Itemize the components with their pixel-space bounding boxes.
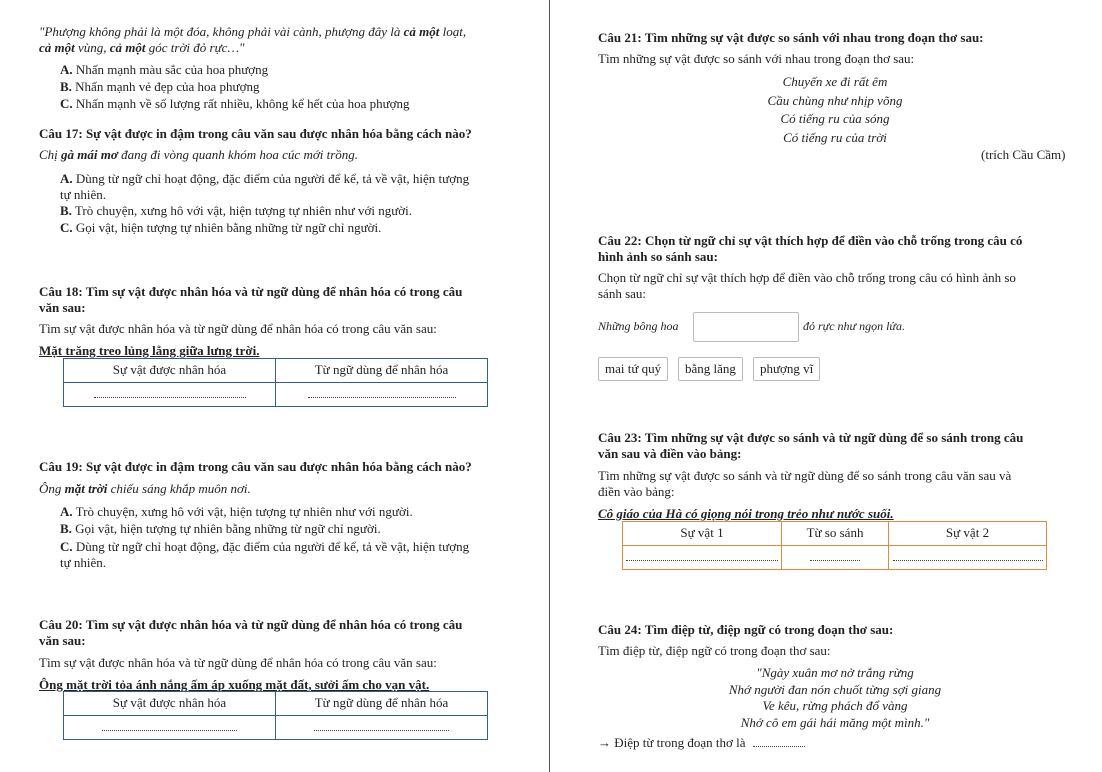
quote-text: loạt,: [439, 24, 467, 39]
option-text: Trò chuyện, xưng hô với vật, hiện tượng tự nhiên như với người.: [71, 203, 412, 218]
table-header: Từ ngữ dùng để nhân hóa: [276, 692, 488, 716]
q20-instruction: Tìm sự vật được nhân hóa và từ ngữ dùng để nhân hóa có trong câu văn sau:: [39, 655, 437, 670]
answer-cell[interactable]: [276, 716, 488, 740]
quote-text: góc trời đỏ rực…": [145, 40, 245, 55]
option-letter: A.: [60, 504, 73, 519]
option-text-cont: tự nhiên.: [60, 187, 107, 203]
title-line: Câu 23: Tìm những sự vật được so sánh và từ ngữ dùng để so sánh trong câu: [598, 430, 1024, 445]
q17-sentence: [39, 147, 358, 163]
q19-option-a[interactable]: [60, 504, 413, 520]
q19-title: Câu 19: Sự vật được in đậm trong câu văn sau được nhân hóa bằng cách nào?: [39, 459, 472, 474]
option-letter: B.: [60, 203, 72, 218]
q17-option-b[interactable]: [60, 203, 412, 219]
instruction-line: điền vào bảng:: [598, 484, 675, 500]
option-letter: A.: [60, 171, 73, 186]
answer-blank[interactable]: [753, 739, 805, 747]
q19-option-c[interactable]: [60, 539, 469, 572]
option-letter: C.: [60, 539, 73, 554]
poem-line: Nhớ người đan nón chuốt từng sợi giang: [728, 681, 942, 697]
option-letter: B.: [60, 79, 72, 94]
quote-line-2: [39, 40, 244, 56]
option-text: Trò chuyện, xưng hô với vật, hiện tượng tự nhiên như với người.: [72, 504, 413, 519]
answer-cell[interactable]: [889, 546, 1047, 570]
option-text: Nhấn mạnh vẻ đẹp của hoa phượng: [71, 79, 260, 94]
q17-title: Câu 17: Sự vật được in đậm trong câu văn sau được nhân hóa bằng cách nào?: [39, 126, 472, 141]
q22-instruction: [598, 270, 1016, 303]
sentence-bold: mặt trời: [64, 481, 108, 496]
q20-title: [39, 617, 462, 650]
sentence-text: đang đi vòng quanh khóm hoa cúc mới trồng.: [117, 147, 359, 162]
q24-title: Câu 24: Tìm điệp từ, điệp ngữ có trong đoạn thơ sau:: [598, 622, 894, 637]
title-line: văn sau:: [39, 300, 86, 316]
quote-bold: cả một: [39, 40, 75, 55]
table-header: Sự vật 1: [623, 522, 782, 546]
q22-sentence-start: Những bông hoa: [598, 319, 679, 333]
option-letter: C.: [60, 96, 73, 111]
poem-line: Chuyến xe đi rất êm: [782, 74, 888, 89]
table-header: Sự vật được nhân hóa: [64, 359, 276, 383]
table-header: Từ ngữ dùng để nhân hóa: [276, 359, 488, 383]
sentence-bold: gà mái mơ: [61, 147, 118, 162]
answer-cell[interactable]: [276, 383, 488, 407]
quote-bold: cả một: [403, 24, 440, 39]
poem-line: Nhớ cô em gái hái măng một mình.": [740, 714, 930, 730]
title-line: Câu 22: Chọn từ ngữ chỉ sự vật thích hợp để điền vào chỗ trống trong câu có: [598, 233, 1023, 248]
title-line: Câu 20: Tìm sự vật được nhân hóa và từ ngữ dùng để nhân hóa có trong câu: [39, 617, 463, 632]
table-header: Từ so sánh: [782, 522, 889, 546]
quote-line-1: [39, 24, 466, 40]
title-line: văn sau và điền vào bảng:: [598, 446, 742, 462]
title-line: Câu 18: Tìm sự vật được nhân hóa và từ ngữ dùng để nhân hóa có trong câu: [39, 284, 463, 299]
q23-instruction: [598, 468, 1011, 501]
q23-title: [598, 430, 1023, 463]
choice-phuong-vi[interactable]: phượng vĩ: [753, 357, 820, 381]
q22-title: [598, 233, 1022, 266]
answer-cell[interactable]: [782, 546, 889, 570]
q24-instruction: Tìm điệp từ, điệp ngữ có trong đoạn thơ sau:: [598, 643, 831, 658]
poem-line: Có tiếng ru của sóng: [780, 111, 890, 126]
option-c[interactable]: [60, 96, 410, 112]
q22-fill-blank[interactable]: [693, 312, 799, 342]
quote-bold: cả một: [109, 40, 146, 55]
q19-sentence: [39, 481, 251, 497]
q17-option-c[interactable]: [60, 220, 381, 236]
option-b[interactable]: [60, 79, 259, 95]
q18-title: [39, 284, 462, 317]
q21-source: (trích Cầu Cầm): [981, 147, 1066, 162]
poem-line: Cầu chùng như nhịp võng: [767, 92, 903, 108]
title-line: văn sau:: [39, 633, 86, 649]
instruction-line: Tìm những sự vật được so sánh và từ ngữ dùng để so sánh trong câu văn sau và: [598, 468, 1012, 483]
q24-poem: [700, 665, 970, 731]
answer-prefix: → Điệp từ trong đoạn thơ là: [598, 735, 746, 750]
q22-sentence-end: đỏ rực như ngọn lửa.: [803, 319, 905, 333]
option-letter: B.: [60, 521, 72, 536]
q23-sentence: Cô giáo của Hà có giọng nói trong trẻo như nước suối.: [598, 506, 894, 521]
table-header: Sự vật 2: [889, 522, 1047, 546]
q19-option-b[interactable]: [60, 521, 381, 537]
sentence-text: chiếu sáng khắp muôn nơi.: [107, 481, 251, 496]
poem-line: Có tiếng ru của trời: [783, 129, 887, 145]
option-a[interactable]: [60, 62, 268, 78]
option-text: Gọi vật, hiện tượng tự nhiên bằng những từ ngữ chỉ người.: [72, 220, 382, 235]
option-text: Gọi vật, hiện tượng tự nhiên bằng những từ ngữ chỉ người.: [71, 521, 381, 536]
q17-option-a[interactable]: [60, 171, 469, 204]
q18-sentence: Mặt trăng treo lủng lẳng giữa lưng trời.: [39, 343, 260, 358]
poem-line: "Ngày xuân mơ nở trắng rừng: [756, 665, 914, 680]
option-text: Nhấn mạnh màu sắc của hoa phượng: [72, 62, 269, 77]
answer-cell[interactable]: [64, 383, 276, 407]
q18-instruction: Tìm sự vật được nhân hóa và từ ngữ dùng để nhân hóa có trong câu văn sau:: [39, 321, 437, 336]
answer-cell[interactable]: [64, 716, 276, 740]
q20-sentence: Ông mặt trời tỏa ánh nắng ấm áp xuống mặt đất, sưởi ấm cho vạn vật.: [39, 677, 430, 692]
title-line: hình ảnh so sánh sau:: [598, 249, 718, 265]
q21-title: Câu 21: Tìm những sự vật được so sánh với nhau trong đoạn thơ sau:: [598, 30, 984, 45]
q21-instruction: Tìm những sự vật được so sánh với nhau trong đoạn thơ sau:: [598, 51, 915, 66]
instruction-line: Chọn từ ngữ chỉ sự vật thích hợp để điền vào chỗ trống trong câu có hình ảnh so: [598, 270, 1016, 285]
instruction-line: sánh sau:: [598, 286, 647, 302]
page-divider: [549, 0, 550, 772]
sentence-text: Chị: [39, 147, 62, 162]
sentence-text: Ông: [39, 481, 65, 496]
q23-answer-table: [622, 521, 1047, 570]
table-header: Sự vật được nhân hóa: [64, 692, 276, 716]
option-text: Nhấn mạnh về số lượng rất nhiều, không kể hết của hoa phượng: [72, 96, 410, 111]
choice-mai-tu-quy[interactable]: mai tứ quý: [598, 357, 668, 381]
q18-answer-table: [63, 358, 488, 407]
option-text: Dùng từ ngữ chỉ hoạt động, đặc điểm của người để kể, tả về vật, hiện tượng: [72, 171, 470, 186]
option-letter: C.: [60, 220, 73, 235]
quote-text: "Phượng không phải là một đóa, không phải vài cành, phượng đây là: [39, 24, 404, 39]
q20-answer-table: [63, 691, 488, 740]
q21-poem: [720, 73, 950, 147]
option-letter: A.: [60, 62, 73, 77]
q24-answer-line: [598, 735, 805, 751]
option-text: Dùng từ ngữ chỉ hoạt động, đặc điểm của người để kể, tả về vật, hiện tượng: [72, 539, 470, 554]
choice-bang-lang[interactable]: bằng lăng: [678, 357, 743, 381]
quote-text: vùng,: [74, 40, 110, 55]
poem-line: Ve kêu, rừng phách đổ vàng: [762, 698, 908, 713]
option-text-cont: tự nhiên.: [60, 555, 107, 571]
answer-cell[interactable]: [623, 546, 782, 570]
